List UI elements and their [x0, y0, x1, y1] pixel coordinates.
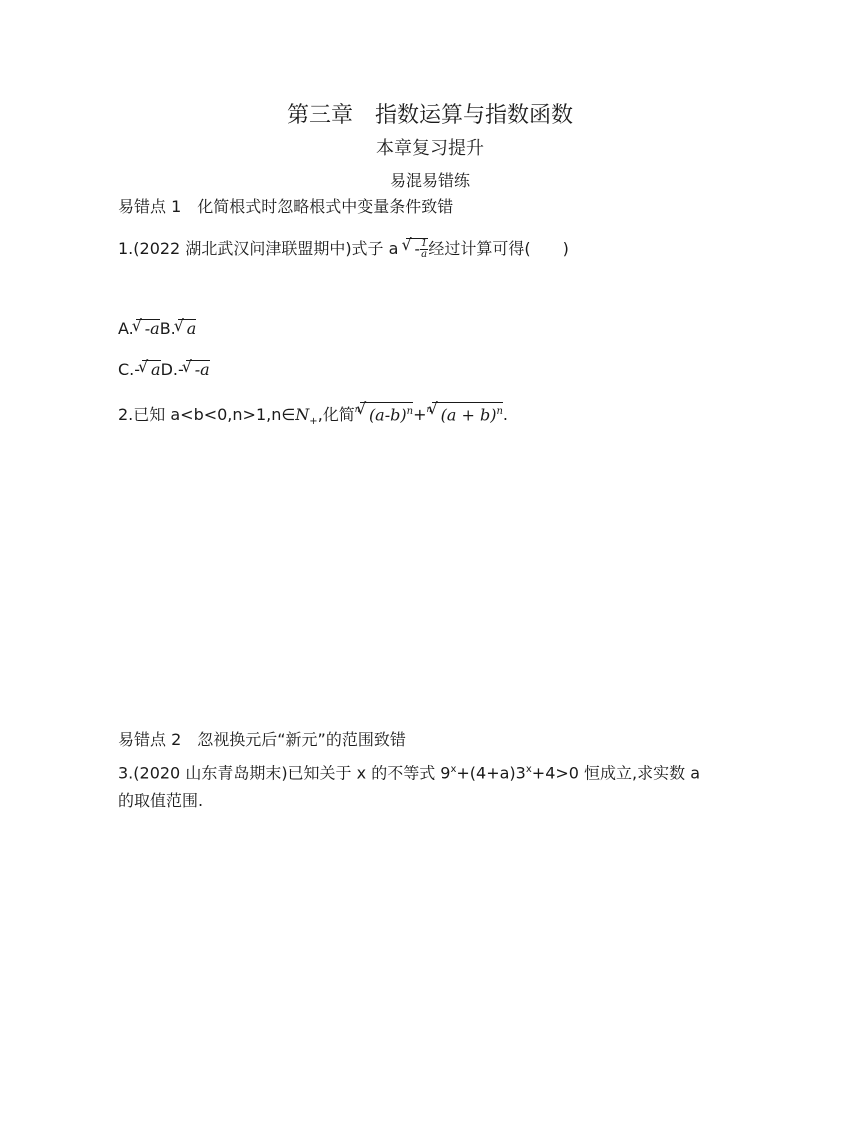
error-point-2-heading: 易错点 2 忽视换元后“新元”的范围致错 [118, 730, 406, 749]
question-2-mid: ,化简 [317, 405, 355, 424]
options-c-d [118, 359, 210, 381]
fraction: $\frac{1}{a}$ [420, 238, 428, 260]
option-a-expr: √ -a [136, 319, 160, 338]
error-point-1-heading: 易错点 1 化简根式时忽略根式中变量条件致错 [118, 197, 454, 216]
question-2-prefix: 2.已知 a<b<0,n>1,n∈ [118, 405, 296, 424]
option-a-label: A. [118, 319, 134, 338]
options-a-b [118, 318, 196, 340]
question-2: 2.已知 $a<b<0,n>1,n\in N_+$,化简$^n$√ $(a-b)^n+^n√$ $(a + b)^n$. [118, 399, 508, 433]
radical-1: √ $(a-b)^n$ [360, 402, 413, 424]
question-1 [118, 238, 569, 260]
subsection-title: 易混易错练 [389, 171, 470, 190]
option-c-expr: √ a [142, 360, 161, 379]
option-d-expr: √ -a [186, 360, 210, 379]
section-title: 本章复习提升 [376, 138, 484, 159]
option-b-label: B. [159, 319, 176, 338]
option-b-expr: √ a [178, 319, 197, 338]
option-c-label: C.- [118, 360, 141, 379]
radical-2: √ $(a + b)^n$ [432, 402, 503, 424]
question-1-radical: √ - $\frac{1}{a}$ [406, 238, 429, 260]
question-3-line-2: 的取值范围. [118, 791, 204, 810]
option-d-label: D.- [160, 360, 184, 379]
chapter-title: 第三章 指数运算与指数函数 [286, 103, 573, 128]
question-1-prefix: 1.(2022 湖北武汉问津联盟期中)式子 a [118, 239, 404, 258]
question-3-line-1: 3.(2020 山东青岛期末)已知关于 x 的不等式 $9^x+(4+a)3^x+4>0$ 恒成立,求实数 a [118, 763, 701, 783]
set-symbol: N [295, 405, 310, 424]
question-1-suffix: 经过计算可得( ) [428, 239, 569, 258]
